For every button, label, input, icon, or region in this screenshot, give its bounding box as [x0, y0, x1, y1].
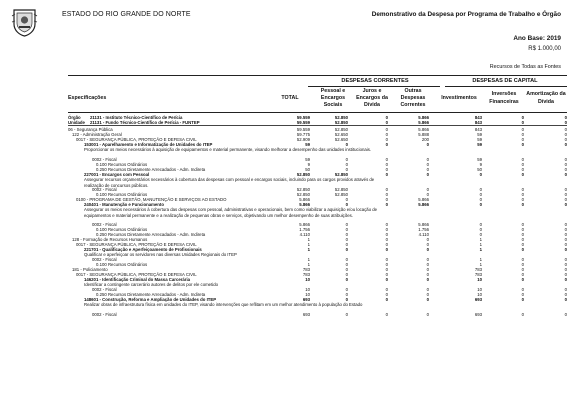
row-label-text: 0.100 Recursos Ordinários — [96, 226, 148, 232]
cell-financial: 0 — [521, 142, 524, 147]
cell-interest: 0 — [385, 277, 388, 282]
cell-total: 10 — [305, 287, 310, 293]
row-label-text: 0002 - Fiscal — [92, 187, 117, 192]
cell-total: 1 — [307, 246, 310, 252]
cell-investments: 693 — [474, 312, 482, 318]
cell-amortization: 0 — [564, 162, 567, 167]
row-label-text: Assegurar recursos orçamentários necessários à cobertura das despesas com pessoal e encargos sociais, incluindo para os cargos providos através de realização de concursos públicos. — [84, 177, 375, 188]
cell-investments: 59 — [477, 132, 482, 137]
cell-investments: 9 — [479, 162, 482, 167]
cell-financial: 0 — [521, 312, 524, 318]
row-label-text: 128 - Formação de Recursos Humanos — [72, 236, 148, 242]
cell-total: 52.909 — [296, 137, 310, 142]
col-total: TOTAL — [281, 94, 299, 101]
row-label-text: 0017 - SEGURANÇA PÚBLICA, PROTEÇÃO E DEFESA CIVIL — [76, 137, 197, 142]
cell-amortization: 0 — [564, 187, 567, 192]
row-label-text: 0002 - Fiscal — [92, 312, 117, 318]
cell-amortization: 0 — [564, 267, 567, 272]
group-capital: DESPESAS DE CAPITAL — [472, 78, 538, 84]
cell-amortization: 0 — [564, 297, 567, 303]
cell-other-current: 0 — [426, 192, 429, 197]
row-label-text: 146201 - Identificação Criminal do Massa Carcerária — [84, 277, 191, 282]
cell-investments: 1 — [479, 262, 482, 267]
row-label-text: 0002 - Fiscal — [92, 157, 117, 162]
cell-total: 50 — [305, 167, 310, 172]
row-label-text: 0.100 Recursos Ordinários — [96, 162, 148, 167]
row-label-text: 221701 - Qualificação e Aperfeiçoamento de Profissionais — [84, 246, 202, 252]
cell-investments: 59 — [477, 137, 482, 142]
cell-interest: 0 — [385, 226, 388, 232]
cell-investments: 1 — [479, 246, 482, 252]
row-label-text: 06 - Segurança Pública — [68, 127, 113, 132]
cell-interest: 0 — [385, 192, 388, 197]
cell-investments: 843 — [474, 127, 482, 132]
cell-interest: 0 — [385, 120, 388, 125]
cell-total: 693 — [302, 297, 310, 303]
cell-total: 693 — [302, 312, 310, 318]
row-label-text: Qualificar e aperfeiçoar os servidores nas diversas Unidades Regionais do ITEP — [84, 251, 237, 257]
col-financial: Inversões Financeiras — [489, 91, 519, 105]
row-label-text: 0.250 Recursos Diretamente Arrecadados - Adm. Indireta — [96, 231, 206, 237]
row-label-text: 0017 - SEGURANÇA PÚBLICA, PROTEÇÃO E DEFESA CIVIL — [76, 241, 197, 247]
unit-label: R$ 1.000,00 — [528, 46, 561, 52]
cell-amortization: 0 — [564, 221, 567, 227]
cell-financial: 0 — [521, 187, 524, 192]
row-label-text: 227001 - Encargos com Pessoal — [84, 172, 150, 177]
cell-other-current: 4.110 — [418, 231, 429, 237]
cell-financial: 0 — [521, 115, 524, 120]
row-label-text: 0.250 Recursos Diretamente Arrecadados - Adm. Indireta — [96, 167, 206, 172]
row-label-text: 0002 - Fiscal — [92, 221, 117, 227]
cell-amortization: 0 — [564, 231, 567, 237]
cell-personnel: 0 — [345, 231, 348, 237]
cell-financial: 0 — [521, 277, 524, 282]
cell-interest: 0 — [385, 202, 388, 207]
cell-total: 4.110 — [299, 231, 310, 237]
cell-personnel: 0 — [345, 162, 348, 167]
cell-financial: 0 — [521, 120, 524, 125]
cell-investments: 1 — [479, 257, 482, 262]
row-key: Órgão — [68, 115, 81, 120]
cell-investments: 0 — [479, 231, 482, 237]
cell-investments: 783 — [474, 272, 482, 277]
cell-other-current: 1.756 — [418, 226, 429, 232]
cell-other-current: 0 — [426, 246, 429, 252]
row-label-text: Assegurar os meios necessários à cobertura das despesas com pessoal, administrativas e operacionais, bem como viabilizar a aquisição e/ou locação de equipamentos e material permanente e a realização de pequenas obras e serviços, objetivando um melhor desempenho de suas atribuições. — [84, 207, 378, 218]
cell-personnel: 52.650 — [334, 132, 348, 137]
cell-interest: 0 — [385, 292, 388, 298]
cell-amortization: 0 — [564, 167, 567, 172]
cell-amortization: 0 — [564, 292, 567, 298]
cell-interest: 0 — [385, 127, 388, 132]
row-label-text: 0017 - SEGURANÇA PÚBLICA, PROTEÇÃO E DEFESA CIVIL — [76, 272, 197, 277]
cell-total: 52.850 — [296, 192, 310, 197]
cell-other-current: 5.866 — [418, 221, 429, 227]
cell-interest: 0 — [385, 187, 388, 192]
cell-personnel: 52.850 — [334, 172, 348, 177]
cell-amortization: 0 — [564, 312, 567, 318]
cell-other-current: 0 — [426, 272, 429, 277]
cell-personnel: 0 — [345, 167, 348, 172]
row-label-text: Realizar obras de infraestrutura física em unidades do ITEP, visando intervenções que reflitam em um melhor atendimento à população do Estado — [84, 302, 363, 308]
cell-other-current: 0 — [426, 297, 429, 303]
cell-interest: 0 — [385, 262, 388, 267]
row-description — [84, 252, 384, 258]
cell-personnel: 0 — [345, 312, 348, 318]
cell-other-current: 0 — [426, 312, 429, 318]
cell-total: 5.866 — [299, 221, 310, 227]
cell-financial: 0 — [521, 257, 524, 262]
cell-other-current: 5.866 — [418, 120, 429, 125]
row-label-text: 122 - Administração Geral — [72, 132, 122, 137]
cell-interest: 0 — [385, 257, 388, 262]
cell-investments: 1 — [479, 236, 482, 242]
cell-total: 59 — [305, 157, 310, 162]
cell-personnel: 0 — [345, 246, 348, 252]
cell-interest: 0 — [385, 297, 388, 303]
cell-amortization: 0 — [564, 172, 567, 177]
cell-other-current: 0 — [426, 287, 429, 293]
cell-investments: 1 — [479, 241, 482, 247]
cell-personnel: 52.850 — [334, 187, 348, 192]
row-label — [92, 312, 117, 318]
cell-other-current: 5.866 — [418, 197, 429, 202]
cell-personnel: 52.850 — [334, 127, 348, 132]
cell-total: 59.775 — [296, 132, 310, 137]
cell-interest: 0 — [385, 167, 388, 172]
cell-total: 5.866 — [299, 202, 310, 207]
cell-other-current: 5.866 — [418, 202, 429, 207]
cell-financial: 0 — [521, 287, 524, 293]
row-label-text: 181 - Policiamento — [72, 267, 108, 272]
cell-interest: 0 — [385, 197, 388, 202]
cell-total: 1 — [307, 257, 310, 262]
cell-financial: 0 — [521, 172, 524, 177]
cell-total: 1 — [307, 262, 310, 267]
cell-total: 1.756 — [299, 226, 310, 232]
table-header-rule — [68, 112, 567, 113]
cell-investments: 0 — [479, 197, 482, 202]
cell-personnel: 0 — [345, 197, 348, 202]
cell-investments: 10 — [477, 292, 482, 298]
cell-investments: 0 — [479, 226, 482, 232]
cell-interest: 0 — [385, 115, 388, 120]
cell-investments: 783 — [474, 267, 482, 272]
cell-investments: 0 — [479, 192, 482, 197]
cell-interest: 0 — [385, 267, 388, 272]
cell-other-current: 0 — [426, 167, 429, 172]
cell-total: 59.559 — [296, 115, 310, 120]
cell-amortization: 0 — [564, 192, 567, 197]
cell-personnel: 0 — [345, 157, 348, 162]
cell-interest: 0 — [385, 137, 388, 142]
cell-investments: 10 — [477, 277, 482, 282]
cell-total: 1 — [307, 236, 310, 242]
col-interest: Juros e Encargos da Dívida — [356, 87, 388, 109]
cell-total: 1 — [307, 241, 310, 247]
cell-financial: 0 — [521, 241, 524, 247]
cell-personnel: 0 — [345, 277, 348, 282]
cell-investments: 59 — [477, 142, 482, 147]
report-title: Demonstrativo da Despesa por Programa de Trabalho e Órgão — [371, 11, 561, 18]
row-label-text: 0.100 Recursos Ordinários — [96, 192, 148, 197]
row-label-text: Identificar a contingente carcerário autores de delitos por ele cometido — [84, 282, 218, 287]
cell-amortization: 0 — [564, 236, 567, 242]
row-label-text: 0002 - Fiscal — [92, 287, 117, 293]
col-amortization: Amortização da Dívida — [526, 91, 566, 105]
cell-total: 59.559 — [296, 127, 310, 132]
cell-interest: 0 — [385, 221, 388, 227]
cell-investments: 843 — [474, 115, 482, 120]
cell-amortization: 0 — [564, 142, 567, 147]
cell-financial: 0 — [521, 127, 524, 132]
cell-amortization: 0 — [564, 127, 567, 132]
section-rule — [68, 125, 567, 126]
cell-interest: 0 — [385, 236, 388, 242]
cell-personnel: 0 — [345, 272, 348, 277]
row-label-text: 240401 - Manutenção e Funcionamento — [84, 202, 164, 207]
cell-personnel: 0 — [345, 262, 348, 267]
cell-personnel: 52.850 — [334, 192, 348, 197]
cell-total: 783 — [302, 272, 310, 277]
cell-financial: 0 — [521, 132, 524, 137]
cell-investments: 693 — [474, 297, 482, 303]
cell-total: 52.850 — [296, 172, 310, 177]
cell-amortization: 0 — [564, 132, 567, 137]
table-top-rule — [68, 75, 567, 76]
row-description — [84, 207, 384, 218]
cell-other-current: 0 — [426, 277, 429, 282]
cell-investments: 0 — [479, 202, 482, 207]
cell-amortization: 0 — [564, 197, 567, 202]
cell-interest: 0 — [385, 231, 388, 237]
cell-interest: 0 — [385, 172, 388, 177]
cell-personnel: 52.650 — [334, 137, 348, 142]
row-label-text: Proporcionar os meios necessários à aquisição de equipamentos e material permanente, visando melhorar a desempenho das unidades institucionais. — [84, 147, 372, 152]
cell-other-current: 0 — [426, 236, 429, 242]
cell-amortization: 0 — [564, 202, 567, 207]
cell-personnel: 0 — [345, 236, 348, 242]
cell-investments: 0 — [479, 172, 482, 177]
cell-personnel: 0 — [345, 202, 348, 207]
cell-total: 10 — [305, 292, 310, 298]
state-crest-icon — [11, 7, 38, 37]
row-key: Unidade — [68, 120, 85, 125]
cell-financial: 0 — [521, 157, 524, 162]
cell-personnel: 0 — [345, 221, 348, 227]
cell-other-current: 0 — [426, 172, 429, 177]
cell-financial: 0 — [521, 192, 524, 197]
cell-personnel: 0 — [345, 257, 348, 262]
row-label-text: 153001 - Aparelhamento e Informatização de Unidades do ITEP — [84, 142, 213, 147]
cell-personnel: 0 — [345, 297, 348, 303]
cell-other-current: 0 — [426, 257, 429, 262]
cell-amortization: 0 — [564, 246, 567, 252]
row-label-text: 0.250 Recursos Diretamente Arrecadados - Adm. Indireta — [96, 292, 206, 298]
cell-amortization: 0 — [564, 137, 567, 142]
cell-amortization: 0 — [564, 287, 567, 293]
state-name: ESTADO DO RIO GRANDE DO NORTE — [62, 11, 191, 18]
cell-investments: 50 — [477, 167, 482, 172]
row-label-text: 0002 - Fiscal — [92, 257, 117, 262]
col-spec: Especificações — [68, 94, 107, 101]
cell-other-current: 0 — [426, 241, 429, 247]
cell-amortization: 0 — [564, 272, 567, 277]
col-other-current: Outras Despesas Correntes — [400, 87, 426, 109]
cell-interest: 0 — [385, 157, 388, 162]
cell-personnel: 0 — [345, 241, 348, 247]
cell-other-current: 0 — [426, 292, 429, 298]
cell-financial: 0 — [521, 137, 524, 142]
cell-total: 52.850 — [296, 187, 310, 192]
row-label-text: 148601 - Construção, Reforma e Ampliação de Unidades do ITEP — [84, 297, 217, 303]
cell-interest: 0 — [385, 132, 388, 137]
cell-financial: 0 — [521, 197, 524, 202]
cell-investments: 59 — [477, 157, 482, 162]
cell-financial: 0 — [521, 202, 524, 207]
cell-other-current: 0 — [426, 262, 429, 267]
cell-financial: 0 — [521, 226, 524, 232]
cell-total: 5.866 — [299, 197, 310, 202]
row-description — [84, 282, 384, 288]
cell-personnel: 0 — [345, 226, 348, 232]
row-description — [84, 302, 384, 308]
cell-amortization: 0 — [564, 226, 567, 232]
cell-total: 59 — [305, 142, 310, 147]
row-description — [84, 147, 384, 153]
cell-total: 10 — [305, 277, 310, 282]
cell-personnel: 52.850 — [334, 120, 348, 125]
cell-amortization: 0 — [564, 257, 567, 262]
cell-amortization: 0 — [564, 262, 567, 267]
cell-financial: 0 — [521, 292, 524, 298]
cell-financial: 0 — [521, 262, 524, 267]
cell-amortization: 0 — [564, 277, 567, 282]
cell-interest: 0 — [385, 162, 388, 167]
cell-amortization: 0 — [564, 115, 567, 120]
row-label-text: 21131 - Fundo Técnico-Científico de Perícia - FUNTEP — [90, 120, 200, 125]
cell-total: 783 — [302, 267, 310, 272]
cell-financial: 0 — [521, 297, 524, 303]
cell-other-current: 200 — [421, 137, 429, 142]
cell-financial: 0 — [521, 267, 524, 272]
cell-interest: 0 — [385, 241, 388, 247]
cell-other-current: 5.866 — [418, 127, 429, 132]
cell-interest: 0 — [385, 246, 388, 252]
cell-financial: 0 — [521, 236, 524, 242]
cell-amortization: 0 — [564, 157, 567, 162]
resources-label: Recursos de Todas as Fontes — [489, 64, 561, 70]
cell-personnel: 52.850 — [334, 115, 348, 120]
cell-interest: 0 — [385, 287, 388, 293]
cell-financial: 0 — [521, 167, 524, 172]
cell-other-current: 0 — [426, 162, 429, 167]
row-label-text: 0.100 Recursos Ordinários — [96, 262, 148, 267]
cell-personnel: 0 — [345, 287, 348, 293]
cell-investments: 0 — [479, 187, 482, 192]
cell-interest: 0 — [385, 272, 388, 277]
row-label-text: 21131 - Instituto Técnico-Científico de Perícia — [90, 115, 183, 120]
cell-investments: 10 — [477, 287, 482, 293]
year-label: Ano Base: 2019 — [513, 35, 561, 42]
cell-personnel: 0 — [345, 142, 348, 147]
cell-financial: 0 — [521, 231, 524, 237]
cell-personnel: 0 — [345, 267, 348, 272]
cell-personnel: 0 — [345, 292, 348, 298]
cell-financial: 0 — [521, 162, 524, 167]
cell-other-current: 0 — [426, 157, 429, 162]
cell-amortization: 0 — [564, 241, 567, 247]
cell-interest: 0 — [385, 142, 388, 147]
cell-total: 59.559 — [296, 120, 310, 125]
cell-financial: 0 — [521, 221, 524, 227]
cell-financial: 0 — [521, 246, 524, 252]
cell-other-current: 0 — [426, 142, 429, 147]
cell-other-current: 0 — [426, 187, 429, 192]
col-personnel: Pessoal e Encargos Sociais — [320, 87, 346, 109]
cell-other-current: 5.888 — [418, 132, 429, 137]
cell-other-current: 5.866 — [418, 115, 429, 120]
cell-investments: 843 — [474, 120, 482, 125]
cell-investments: 0 — [479, 221, 482, 227]
cell-other-current: 0 — [426, 267, 429, 272]
group-current: DESPESAS CORRENTES — [341, 78, 409, 84]
cell-amortization: 0 — [564, 120, 567, 125]
cell-financial: 0 — [521, 272, 524, 277]
cell-interest: 0 — [385, 312, 388, 318]
cell-total: 9 — [307, 162, 310, 167]
col-investments: Investimentos — [441, 94, 477, 101]
row-label-text: 0100 - PROGRAMA DE GESTÃO, MANUTENÇÃO E SERVIÇOS AO ESTADO — [76, 197, 227, 202]
